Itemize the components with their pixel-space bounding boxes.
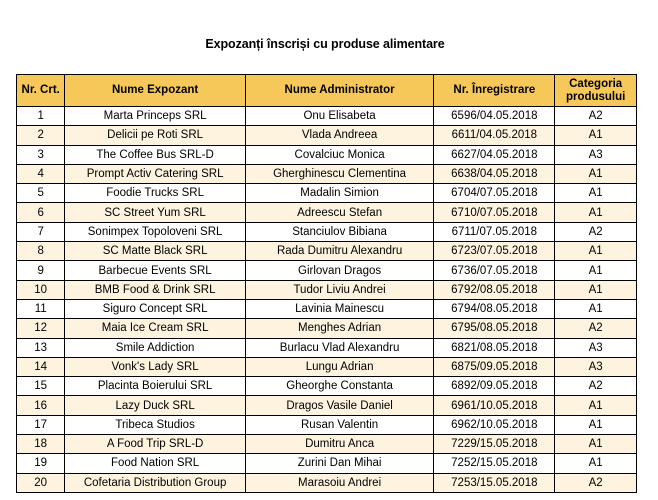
cell-nume-expozant: SC Street Yum SRL — [65, 203, 245, 222]
cell-nr-inregistrare: 7253/15.05.2018 — [434, 473, 555, 492]
header-categoria-line1: Categoria — [569, 77, 623, 90]
cell-nume-administrator: Covalciuc Monica — [245, 145, 434, 164]
cell-categoria: A1 — [555, 203, 637, 222]
header-nume-expozant: Nume Expozant — [65, 75, 245, 107]
cell-nr-inregistrare: 6711/07.05.2018 — [434, 222, 555, 241]
cell-categoria: A1 — [555, 164, 637, 183]
cell-nr-inregistrare: 6627/04.05.2018 — [434, 145, 555, 164]
table-row — [17, 222, 637, 241]
cell-nume-administrator: Lungu Adrian — [245, 357, 434, 376]
cell-nr-crt: 18 — [17, 435, 65, 454]
cell-nume-expozant: Delicii pe Roti SRL — [65, 126, 245, 145]
table-row — [17, 415, 637, 434]
cell-nume-administrator: Zurini Dan Mihai — [245, 454, 434, 473]
cell-nume-administrator: Tudor Liviu Andrei — [245, 280, 434, 299]
table-row — [17, 435, 637, 454]
cell-nr-inregistrare: 6723/07.05.2018 — [434, 242, 555, 261]
cell-nr-inregistrare: 6962/10.05.2018 — [434, 415, 555, 434]
cell-nume-administrator: Dumitru Anca — [245, 435, 434, 454]
cell-nume-expozant: Cofetaria Distribution Group — [65, 473, 245, 492]
cell-nume-administrator: Madalin Simion — [245, 184, 434, 203]
cell-categoria: A1 — [555, 261, 637, 280]
table-row — [17, 203, 637, 222]
table-row — [17, 145, 637, 164]
cell-nr-inregistrare: 6892/09.05.2018 — [434, 377, 555, 396]
cell-nr-crt: 15 — [17, 377, 65, 396]
cell-categoria: A1 — [555, 280, 637, 299]
cell-nume-expozant: Sonimpex Topoloveni SRL — [65, 222, 245, 241]
table-row — [17, 184, 637, 203]
cell-nr-inregistrare: 7229/15.05.2018 — [434, 435, 555, 454]
cell-nume-administrator: Stanciulov Bibiana — [245, 222, 434, 241]
cell-nume-expozant: Vonk's Lady SRL — [65, 357, 245, 376]
table-row — [17, 473, 637, 492]
cell-nume-expozant: Marta Princeps SRL — [65, 107, 245, 126]
cell-categoria: A2 — [555, 107, 637, 126]
cell-categoria: A1 — [555, 299, 637, 318]
header-nr-inregistrare: Nr. Înregistrare — [434, 75, 555, 107]
cell-categoria: A2 — [555, 319, 637, 338]
cell-categoria: A1 — [555, 454, 637, 473]
cell-nr-crt: 11 — [17, 299, 65, 318]
cell-nr-crt: 19 — [17, 454, 65, 473]
table-row — [17, 261, 637, 280]
cell-nr-inregistrare: 6704/07.05.2018 — [434, 184, 555, 203]
cell-nume-administrator: Rusan Valentin — [245, 415, 434, 434]
cell-nume-administrator: Vlada Andreea — [245, 126, 434, 145]
cell-nume-administrator: Menghes Adrian — [245, 319, 434, 338]
cell-categoria: A2 — [555, 377, 637, 396]
cell-nr-crt: 16 — [17, 396, 65, 415]
cell-nume-expozant: Tribeca Studios — [65, 415, 245, 434]
cell-nr-crt: 1 — [17, 107, 65, 126]
cell-nr-inregistrare: 6596/04.05.2018 — [434, 107, 555, 126]
cell-nr-inregistrare: 6795/08.05.2018 — [434, 319, 555, 338]
cell-nr-inregistrare: 6736/07.05.2018 — [434, 261, 555, 280]
cell-nume-expozant: Smile Addiction — [65, 338, 245, 357]
cell-nr-crt: 5 — [17, 184, 65, 203]
cell-nr-crt: 17 — [17, 415, 65, 434]
table-row — [17, 242, 637, 261]
cell-nume-administrator: Marasoiu Andrei — [245, 473, 434, 492]
cell-categoria: A3 — [555, 145, 637, 164]
cell-nr-inregistrare: 6961/10.05.2018 — [434, 396, 555, 415]
cell-nume-expozant: Maia Ice Cream SRL — [65, 319, 245, 338]
cell-nume-administrator: Dragos Vasile Daniel — [245, 396, 434, 415]
table-row — [17, 338, 637, 357]
cell-nume-expozant: Placinta Boierului SRL — [65, 377, 245, 396]
cell-nr-crt: 12 — [17, 319, 65, 338]
header-nr-crt: Nr. Crt. — [17, 75, 65, 107]
cell-nume-expozant: Prompt Activ Catering SRL — [65, 164, 245, 183]
cell-categoria: A2 — [555, 473, 637, 492]
cell-categoria: A1 — [555, 415, 637, 434]
cell-nume-expozant: Food Nation SRL — [65, 454, 245, 473]
table-header-row — [17, 75, 637, 107]
cell-nr-inregistrare: 6875/09.05.2018 — [434, 357, 555, 376]
cell-nume-expozant: The Coffee Bus SRL-D — [65, 145, 245, 164]
cell-nr-crt: 13 — [17, 338, 65, 357]
table-row — [17, 357, 637, 376]
cell-nume-expozant: Foodie Trucks SRL — [65, 184, 245, 203]
cell-nume-administrator: Adreescu Stefan — [245, 203, 434, 222]
cell-nr-crt: 2 — [17, 126, 65, 145]
cell-nr-crt: 14 — [17, 357, 65, 376]
cell-nr-crt: 6 — [17, 203, 65, 222]
table-row — [17, 319, 637, 338]
cell-nume-administrator: Girlovan Dragos — [245, 261, 434, 280]
cell-nume-expozant: Lazy Duck SRL — [65, 396, 245, 415]
exhibitors-table — [16, 74, 637, 493]
cell-nr-inregistrare: 6821/08.05.2018 — [434, 338, 555, 357]
cell-nr-inregistrare: 6794/08.05.2018 — [434, 299, 555, 318]
document-title: Expozanți înscriși cu produse alimentare — [205, 37, 445, 51]
table-row — [17, 377, 637, 396]
header-categoria-produsului — [555, 75, 637, 107]
cell-categoria: A1 — [555, 396, 637, 415]
cell-categoria: A3 — [555, 338, 637, 357]
table-row — [17, 299, 637, 318]
cell-nume-expozant: Barbecue Events SRL — [65, 261, 245, 280]
table-row — [17, 280, 637, 299]
header-categoria-line2: produsului — [565, 90, 626, 103]
cell-nume-administrator: Gherghinescu Clementina — [245, 164, 434, 183]
table-row — [17, 107, 637, 126]
cell-categoria: A1 — [555, 242, 637, 261]
table-row — [17, 396, 637, 415]
cell-nume-administrator: Gheorghe Constanta — [245, 377, 434, 396]
cell-nr-crt: 20 — [17, 473, 65, 492]
cell-nr-inregistrare: 6638/04.05.2018 — [434, 164, 555, 183]
cell-nume-administrator: Onu Elisabeta — [245, 107, 434, 126]
cell-nume-expozant: BMB Food & Drink SRL — [65, 280, 245, 299]
table-body — [17, 107, 637, 493]
cell-nume-expozant: SC Matte Black SRL — [65, 242, 245, 261]
cell-nume-expozant: Siguro Concept SRL — [65, 299, 245, 318]
cell-nr-inregistrare: 6710/07.05.2018 — [434, 203, 555, 222]
table-row — [17, 164, 637, 183]
cell-nr-crt: 4 — [17, 164, 65, 183]
cell-nr-inregistrare: 6792/08.05.2018 — [434, 280, 555, 299]
cell-nr-crt: 9 — [17, 261, 65, 280]
cell-nume-administrator: Burlacu Vlad Alexandru — [245, 338, 434, 357]
header-nume-administrator: Nume Administrator — [245, 75, 434, 107]
cell-nr-crt: 8 — [17, 242, 65, 261]
cell-categoria: A3 — [555, 357, 637, 376]
cell-nr-inregistrare: 6611/04.05.2018 — [434, 126, 555, 145]
cell-nr-crt: 7 — [17, 222, 65, 241]
table-row — [17, 126, 637, 145]
cell-nr-crt: 10 — [17, 280, 65, 299]
cell-categoria: A1 — [555, 126, 637, 145]
cell-categoria: A1 — [555, 184, 637, 203]
cell-nume-expozant: A Food Trip SRL-D — [65, 435, 245, 454]
cell-nume-administrator: Rada Dumitru Alexandru — [245, 242, 434, 261]
cell-nr-inregistrare: 7252/15.05.2018 — [434, 454, 555, 473]
table-row — [17, 454, 637, 473]
cell-nume-administrator: Lavinia Mainescu — [245, 299, 434, 318]
cell-categoria: A1 — [555, 435, 637, 454]
cell-categoria: A2 — [555, 222, 637, 241]
cell-nr-crt: 3 — [17, 145, 65, 164]
